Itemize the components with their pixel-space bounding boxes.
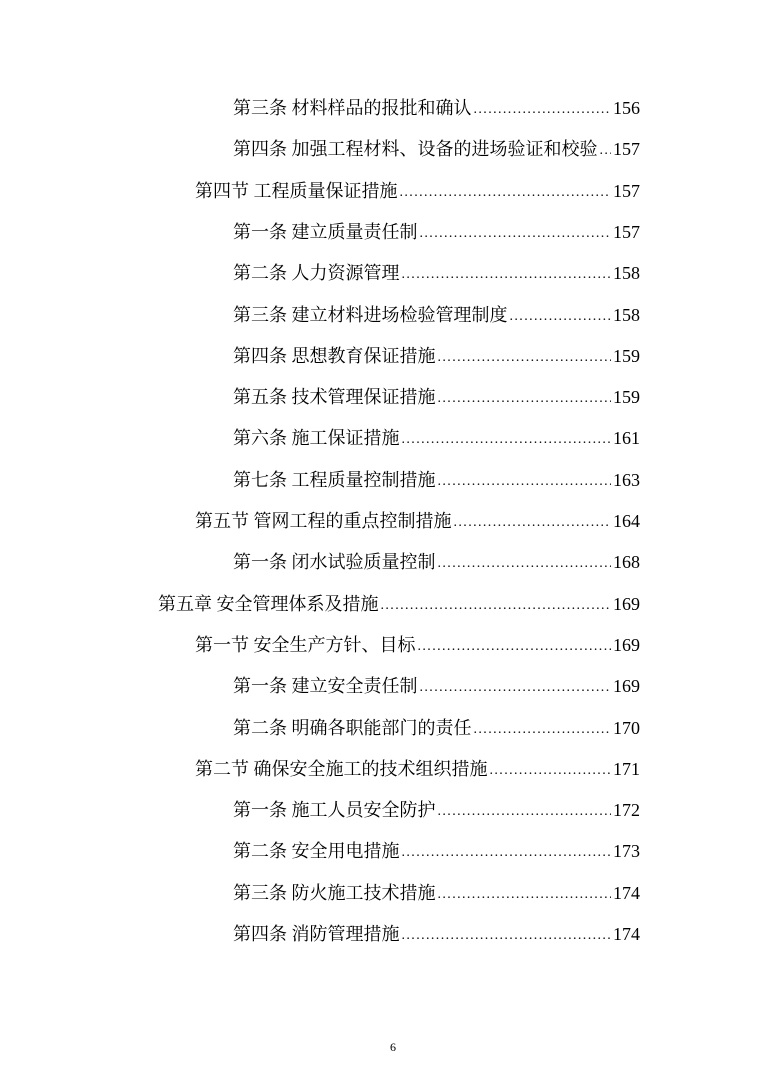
toc-entry-page: 172	[613, 800, 640, 821]
dot-leader	[420, 223, 612, 245]
toc-entry-title: 第一条 施工人员安全防护	[233, 800, 436, 821]
toc-entry-page: 170	[613, 717, 640, 738]
toc-entry[interactable]	[233, 673, 640, 699]
toc-entry-title: 第五条 技术管理保证措施	[233, 387, 436, 408]
toc-entry[interactable]	[233, 467, 640, 493]
toc-entry-page: 171	[613, 758, 640, 779]
dot-leader	[402, 842, 612, 864]
toc-entry-page: 174	[613, 924, 640, 944]
dot-leader	[454, 512, 612, 534]
toc-entry-title: 第五节 管网工程的重点控制措施	[195, 511, 452, 531]
toc-entry-page: 168	[613, 552, 640, 573]
dot-leader	[402, 925, 612, 947]
dot-leader	[438, 884, 612, 906]
dot-leader	[474, 719, 612, 741]
toc-entry[interactable]	[233, 260, 640, 286]
toc-entry[interactable]	[233, 302, 640, 328]
toc-entry-page: 157	[613, 180, 640, 201]
dot-leader	[420, 677, 612, 699]
dot-leader	[438, 553, 612, 575]
toc-entry-title: 第四条 思想教育保证措施	[233, 345, 436, 366]
toc-entry[interactable]	[233, 384, 640, 410]
dot-leader	[510, 306, 612, 328]
toc-entry[interactable]	[233, 219, 640, 245]
toc-entry-page: 174	[613, 882, 640, 903]
toc-entry[interactable]	[233, 838, 640, 864]
toc-entry-page: 173	[613, 841, 640, 862]
toc-entry-page: 157	[613, 139, 640, 160]
toc-entry-title: 第一条 闭水试验质量控制	[233, 552, 436, 573]
dot-leader	[438, 347, 612, 369]
toc-entry[interactable]	[233, 921, 640, 947]
toc-entry-page: 169	[613, 593, 640, 614]
dot-leader	[438, 471, 612, 493]
toc-entry-page: 159	[613, 387, 640, 408]
toc-entry-page: 159	[613, 345, 640, 366]
toc-entry[interactable]	[233, 549, 640, 575]
toc-entry[interactable]	[195, 632, 640, 658]
toc-entry-title: 第二节 确保安全施工的技术组织措施	[195, 758, 488, 779]
toc-entry[interactable]	[158, 591, 640, 617]
toc-entry-page: 157	[613, 221, 640, 242]
toc-entry-title: 第五章 安全管理体系及措施	[158, 593, 379, 614]
dot-leader	[438, 801, 612, 823]
toc-entry-page: 161	[613, 428, 640, 449]
toc-entry-title: 第二条 人力资源管理	[233, 263, 400, 284]
toc-entry-title: 第二条 安全用电措施	[233, 841, 400, 862]
toc-entry-title: 第六条 施工保证措施	[233, 428, 400, 449]
dot-leader	[402, 264, 612, 286]
dot-leader	[600, 140, 612, 162]
toc-entry[interactable]	[195, 178, 640, 204]
toc-entry-title: 第四节 工程质量保证措施	[195, 180, 398, 201]
toc-entry-title: 第四条 消防管理措施	[233, 924, 400, 944]
toc-entry-title: 第三条 防火施工技术措施	[233, 882, 436, 903]
toc-entry-page: 169	[613, 634, 640, 655]
dot-leader	[381, 595, 612, 617]
dot-leader	[418, 636, 612, 658]
toc-entry-page: 169	[613, 676, 640, 697]
dot-leader	[490, 760, 612, 782]
toc-entry-page: 158	[613, 304, 640, 325]
toc-entry[interactable]	[233, 425, 640, 451]
dot-leader	[402, 429, 612, 451]
toc-entry-title: 第一条 建立安全责任制	[233, 676, 418, 697]
toc-entry-title: 第三条 材料样品的报批和确认	[233, 98, 472, 118]
toc-entry-page: 163	[613, 469, 640, 490]
toc-entry[interactable]	[195, 756, 640, 782]
dot-leader	[438, 388, 612, 410]
toc-entry[interactable]	[233, 715, 640, 741]
toc-entry[interactable]	[195, 508, 640, 534]
page-number: 6	[390, 1040, 396, 1054]
toc-entry-title: 第三条 建立材料进场检验管理制度	[233, 304, 508, 325]
toc-entry-page: 156	[613, 98, 640, 118]
toc-entry[interactable]	[233, 136, 640, 162]
toc-entry-title: 第一节 安全生产方针、目标	[195, 634, 416, 655]
toc-entry[interactable]	[233, 95, 640, 121]
toc-entry-title: 第四条 加强工程材料、设备的进场验证和校验	[233, 139, 598, 160]
toc-entry[interactable]	[233, 343, 640, 369]
toc-entry-page: 158	[613, 263, 640, 284]
dot-leader	[474, 99, 612, 121]
toc-entry-title: 第七条 工程质量控制措施	[233, 469, 436, 490]
toc-entry[interactable]	[233, 880, 640, 906]
toc-entry-title: 第二条 明确各职能部门的责任	[233, 717, 472, 738]
toc-entry[interactable]	[233, 797, 640, 823]
toc-entry-title: 第一条 建立质量责任制	[233, 221, 418, 242]
dot-leader	[400, 182, 612, 204]
toc-entry-page: 164	[613, 511, 640, 531]
